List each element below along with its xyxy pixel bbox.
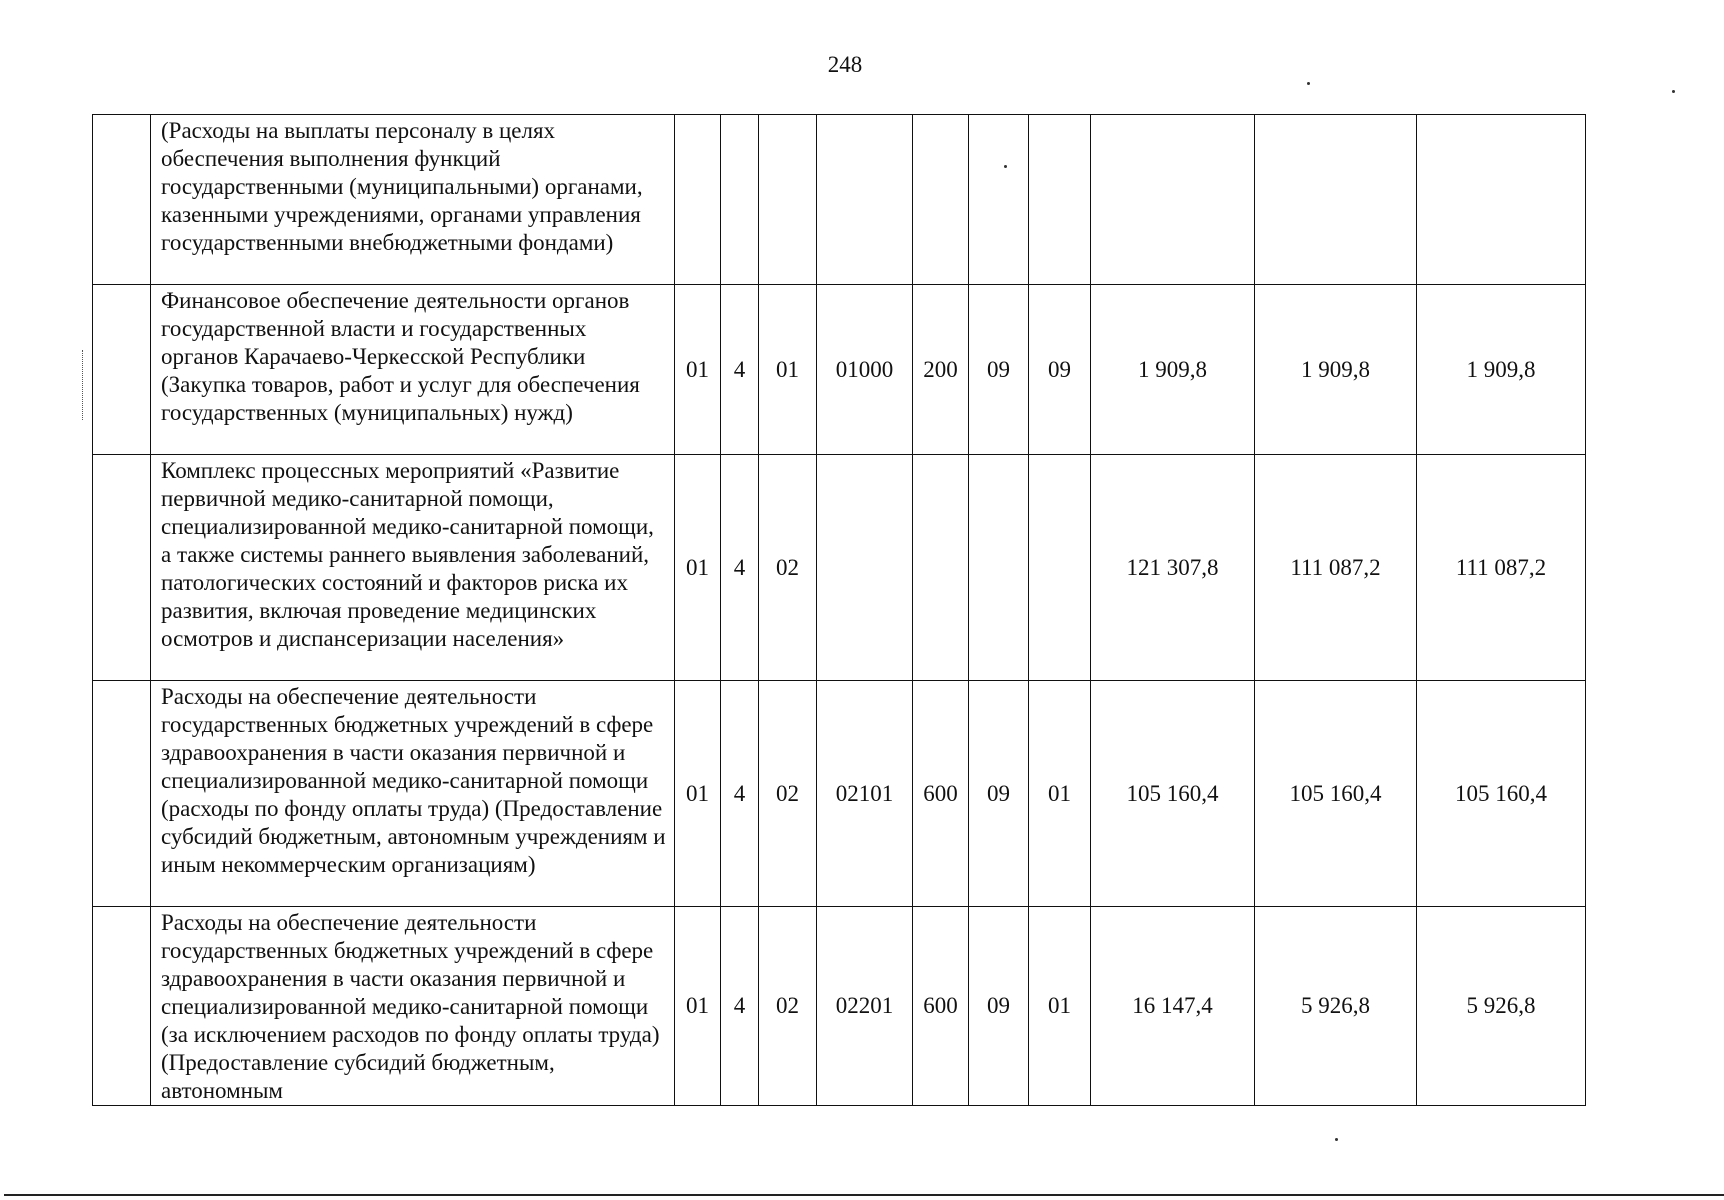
code-program-cell: 01 xyxy=(675,455,721,681)
code-expense-type-cell: 600 xyxy=(913,681,969,907)
code-event-cell: 02 xyxy=(759,907,817,1106)
row-number-cell xyxy=(93,907,151,1106)
code-direction-cell xyxy=(817,115,913,285)
code-expense-type-cell xyxy=(913,455,969,681)
code-expense-type-cell: 200 xyxy=(913,285,969,455)
table-row xyxy=(93,907,1586,1106)
amount-year-2-cell: 111 087,2 xyxy=(1255,455,1417,681)
budget-table xyxy=(92,114,1586,1106)
amount-year-2-cell: 5 926,8 xyxy=(1255,907,1417,1106)
code-subsection-cell: 09 xyxy=(1029,285,1091,455)
amount-year-2-cell: 105 160,4 xyxy=(1255,681,1417,907)
code-section-cell: 09 xyxy=(969,907,1029,1106)
code-subsection-cell xyxy=(1029,115,1091,285)
code-subprogram-cell: 4 xyxy=(721,285,759,455)
amount-year-1-cell: 121 307,8 xyxy=(1091,455,1255,681)
code-event-cell: 02 xyxy=(759,455,817,681)
code-subsection-cell: 01 xyxy=(1029,681,1091,907)
table-row xyxy=(93,115,1586,285)
code-event-cell xyxy=(759,115,817,285)
scan-speck xyxy=(1335,1138,1338,1141)
code-section-cell: 09 xyxy=(969,681,1029,907)
code-subsection-cell xyxy=(1029,455,1091,681)
row-number-cell xyxy=(93,115,151,285)
code-program-cell: 01 xyxy=(675,285,721,455)
scan-speck xyxy=(1004,165,1007,168)
code-expense-type-cell xyxy=(913,115,969,285)
page-bottom-edge xyxy=(4,1194,1724,1196)
amount-year-3-cell xyxy=(1417,115,1586,285)
scan-speck xyxy=(1307,82,1310,85)
amount-year-2-cell: 1 909,8 xyxy=(1255,285,1417,455)
description-cell: Комплекс процессных мероприятий «Развитие первичной медико-санитарной помощи, специализированной медико-санитарной помощи, а также системы раннего выявления заболеваний, патологических состояний и факторов риска их развития, включая проведение медицинских осмотров и диспансеризации населения» xyxy=(151,455,675,681)
row-number-cell xyxy=(93,285,151,455)
code-event-cell: 01 xyxy=(759,285,817,455)
code-section-cell xyxy=(969,455,1029,681)
description-cell: (Расходы на выплаты персоналу в целях обеспечения выполнения функций государственными (муниципальными) органами, казенными учреждениями, органами управления государственными внебюджетными фондами) xyxy=(151,115,675,285)
description-cell: Расходы на обеспечение деятельности государственных бюджетных учреждений в сфере здравоохранения в части оказания первичной и специализированной медико-санитарной помощи (за исключением расходов по фонду оплаты труда) (Предоставление субсидий бюджетным, автономным xyxy=(151,907,675,1106)
amount-year-1-cell: 16 147,4 xyxy=(1091,907,1255,1106)
amount-year-3-cell: 5 926,8 xyxy=(1417,907,1586,1106)
code-event-cell: 02 xyxy=(759,681,817,907)
amount-year-1-cell: 105 160,4 xyxy=(1091,681,1255,907)
code-subprogram-cell xyxy=(721,115,759,285)
table-row xyxy=(93,285,1586,455)
scan-speck xyxy=(1672,90,1675,93)
amount-year-1-cell: 1 909,8 xyxy=(1091,285,1255,455)
code-direction-cell: 01000 xyxy=(817,285,913,455)
code-subsection-cell: 01 xyxy=(1029,907,1091,1106)
row-number-cell xyxy=(93,455,151,681)
code-program-cell xyxy=(675,115,721,285)
code-direction-cell: 02201 xyxy=(817,907,913,1106)
code-expense-type-cell: 600 xyxy=(913,907,969,1106)
table-row xyxy=(93,681,1586,907)
code-direction-cell: 02101 xyxy=(817,681,913,907)
code-direction-cell xyxy=(817,455,913,681)
amount-year-1-cell xyxy=(1091,115,1255,285)
row-number-cell xyxy=(93,681,151,907)
amount-year-2-cell xyxy=(1255,115,1417,285)
code-program-cell: 01 xyxy=(675,907,721,1106)
amount-year-3-cell: 111 087,2 xyxy=(1417,455,1586,681)
description-cell: Финансовое обеспечение деятельности органов государственной власти и государственных органов Карачаево-Черкесской Республики (Закупка товаров, работ и услуг для обеспечения государственных (муниципальных) нужд) xyxy=(151,285,675,455)
code-section-cell xyxy=(969,115,1029,285)
code-program-cell: 01 xyxy=(675,681,721,907)
amount-year-3-cell: 105 160,4 xyxy=(1417,681,1586,907)
page-number: 248 xyxy=(827,52,863,77)
code-subprogram-cell: 4 xyxy=(721,681,759,907)
code-subprogram-cell: 4 xyxy=(721,455,759,681)
description-cell: Расходы на обеспечение деятельности государственных бюджетных учреждений в сфере здравоохранения в части оказания первичной и специализированной медико-санитарной помощи (расходы по фонду оплаты труда) (Предоставление субсидий бюджетным, автономным учреждениям и иным некоммерческим организациям) xyxy=(151,681,675,907)
table-row xyxy=(93,455,1586,681)
code-subprogram-cell: 4 xyxy=(721,907,759,1106)
amount-year-3-cell: 1 909,8 xyxy=(1417,285,1586,455)
code-section-cell: 09 xyxy=(969,285,1029,455)
